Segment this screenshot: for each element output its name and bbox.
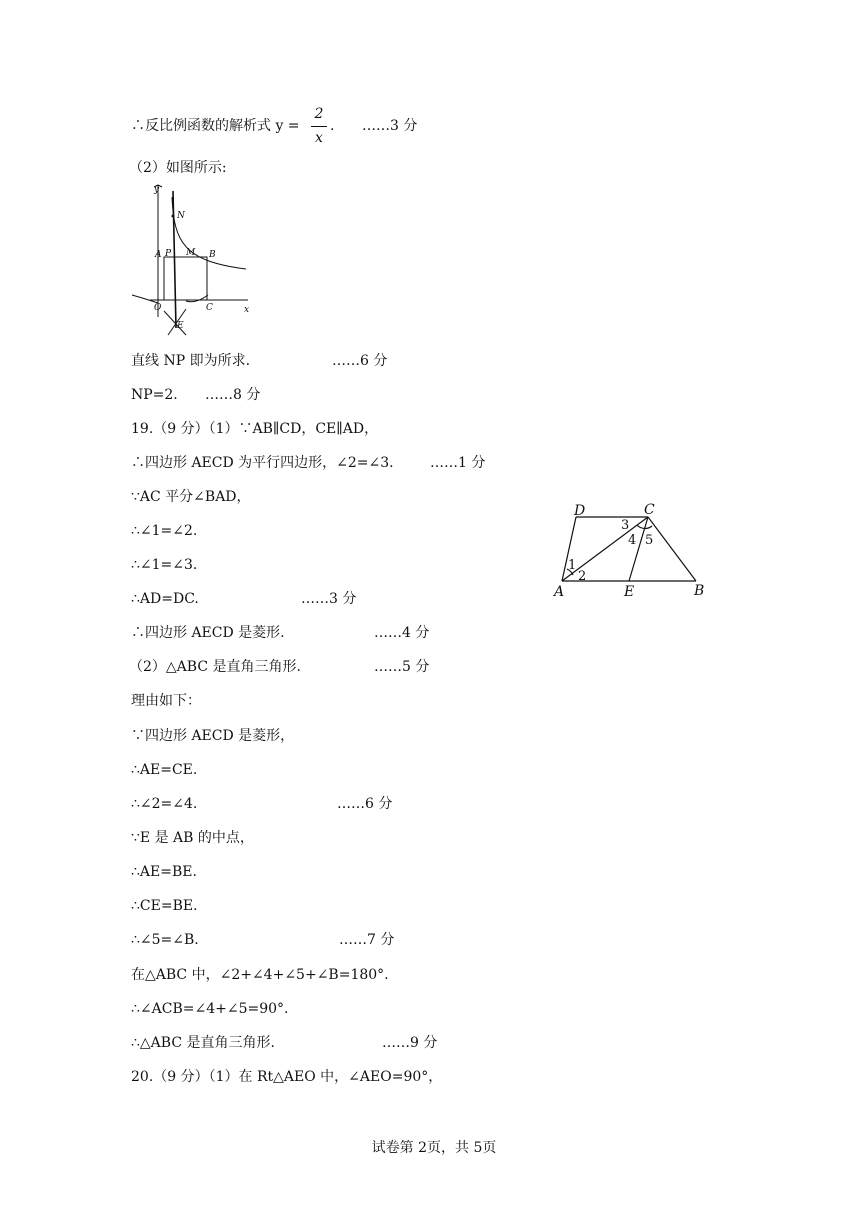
fraction-bar [311, 126, 327, 127]
answer-line-10: ∴AD=DC. [131, 591, 199, 607]
score-7: ……7 分 [339, 932, 395, 948]
score-6b: ……6 分 [337, 796, 393, 812]
line-1-period: . [330, 118, 335, 134]
answer-line-11: ∴四边形 AECD 是菱形. [131, 625, 285, 641]
answer-line-3: 直线 NP 即为所求. [131, 353, 251, 369]
trapezoid-figure [548, 498, 718, 602]
point-n [172, 215, 175, 218]
arc-right [186, 295, 208, 302]
hyperbola-figure [128, 183, 256, 341]
answer-line-12: （2）△ABC 是直角三角形. [129, 659, 301, 675]
label-a2: A [554, 584, 565, 600]
score-8: ……8 分 [205, 387, 261, 403]
label-y: y [154, 185, 160, 195]
score-3b: ……3 分 [301, 591, 357, 607]
answer-line-7: ∵AC 平分∠BAD， [131, 489, 251, 505]
label-c: C [206, 303, 213, 313]
score-3: ……3 分 [362, 118, 418, 134]
score-6a: ……6 分 [332, 353, 388, 369]
fraction-denominator: x [315, 130, 323, 146]
square-abco [164, 257, 207, 300]
answer-line-13: 理由如下： [131, 693, 201, 709]
answer-line-9: ∴∠1=∠3. [131, 557, 198, 573]
answer-line-5: 19.（9 分）（1）∵AB∥CD，CE∥AD， [131, 421, 379, 437]
angle-label-3: 3 [621, 518, 630, 533]
label-a: A [155, 250, 162, 260]
angle-label-5: 5 [645, 533, 654, 548]
answer-line-21: 在△ABC 中，∠2+∠4+∠5+∠B=180°. [131, 967, 389, 983]
answer-line-14: ∵四边形 AECD 是菱形， [131, 728, 295, 744]
label-c2: C [644, 502, 655, 518]
answer-line-2: （2）如图所示: [129, 160, 227, 176]
label-p: P [165, 249, 172, 259]
label-m: M [186, 248, 196, 258]
side-cb [648, 517, 696, 581]
angle-label-4: 4 [628, 533, 637, 548]
angle-label-2: 2 [578, 569, 587, 584]
score-5: ……5 分 [374, 659, 430, 675]
score-4: ……4 分 [374, 625, 430, 641]
answer-line-24: 20.（9 分）（1）在 Rt△AEO 中，∠AEO=90°， [131, 1069, 443, 1085]
answer-line-6: ∴四边形 AECD 为平行四边形，∠2=∠3. [131, 455, 394, 471]
label-x: x [244, 305, 250, 315]
label-e: E [177, 321, 184, 331]
answer-line-18: ∴AE=BE. [131, 864, 197, 880]
label-d: D [574, 503, 586, 519]
answer-line-17: ∵E 是 AB 的中点， [131, 830, 254, 846]
answer-line-23: ∴△ABC 是直角三角形. [131, 1035, 275, 1051]
arc-left [132, 295, 158, 303]
score-1: ……1 分 [430, 455, 486, 471]
label-o: O [154, 303, 162, 313]
score-9: ……9 分 [382, 1035, 438, 1051]
angle-label-1: 1 [568, 558, 577, 573]
answer-line-22: ∴∠ACB=∠4+∠5=90°. [131, 1001, 289, 1017]
label-e2: E [624, 584, 635, 600]
page-footer: 试卷第 2页，共 5页 [371, 1140, 497, 1156]
answer-line-1: ∴反比例函数的解析式 y = [131, 118, 300, 134]
answer-line-19: ∴CE=BE. [131, 898, 198, 914]
answer-line-15: ∴AE=CE. [131, 762, 198, 778]
label-b: B [209, 250, 216, 260]
answer-line-8: ∴∠1=∠2. [131, 523, 198, 539]
answer-line-16: ∴∠2=∠4. [131, 796, 198, 812]
answer-line-4: NP=2. [131, 387, 178, 403]
answer-line-20: ∴∠5=∠B. [131, 932, 199, 948]
label-n: N [177, 211, 185, 221]
fraction-numerator: 2 [314, 106, 324, 122]
label-b2: B [694, 583, 705, 599]
